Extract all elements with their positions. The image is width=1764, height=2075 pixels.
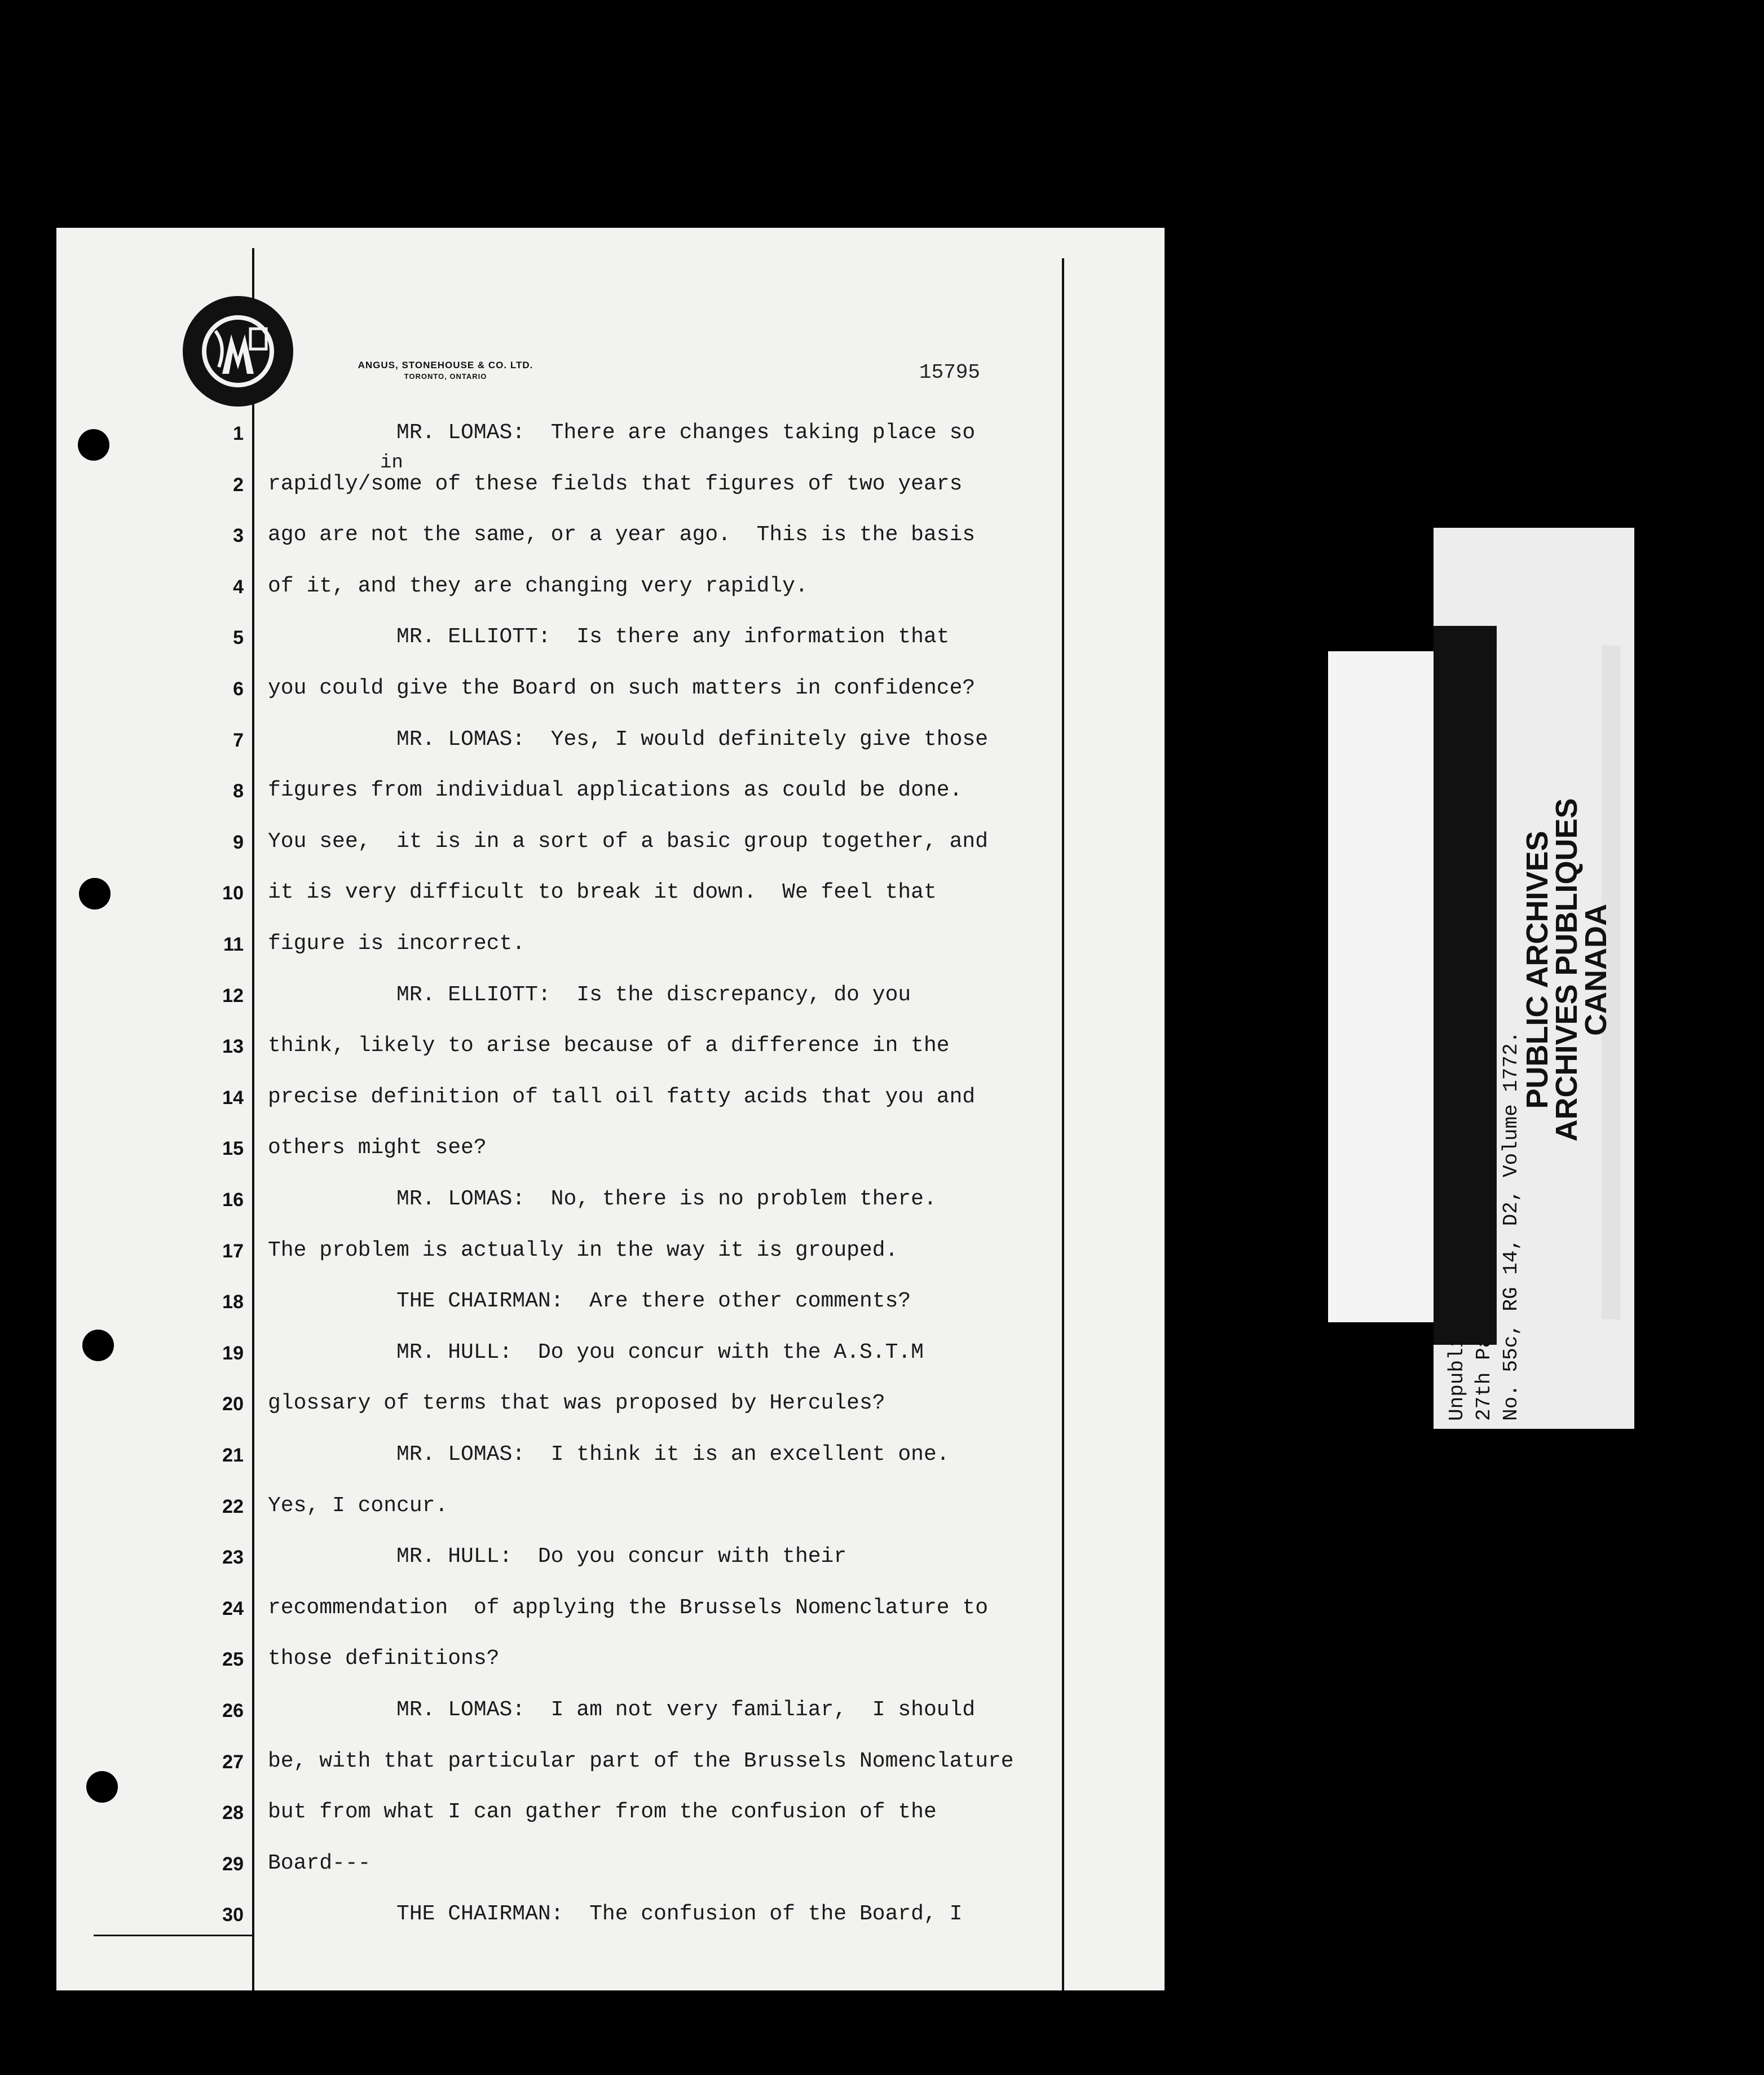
line-text: The problem is actually in the way it is grouped.	[268, 1238, 898, 1262]
transcription-seal-logo	[182, 295, 294, 408]
archive-citation	[1444, 688, 1525, 1421]
line-text: precise definition of tall oil fatty acids that you and	[268, 1085, 976, 1109]
line-text: MR. LOMAS: I think it is an excellent one.	[268, 1442, 950, 1467]
line-number: 12	[222, 985, 244, 1006]
line-text: others might see?	[268, 1136, 487, 1160]
bottom-margin-rule	[94, 1935, 254, 1936]
line-text: think, likely to arise because of a difference in the	[268, 1034, 950, 1058]
line-number: 23	[222, 1547, 244, 1568]
line-number: 18	[222, 1291, 244, 1313]
line-number: 9	[233, 832, 244, 853]
right-margin-rule	[1062, 258, 1064, 1990]
punch-hole	[86, 1771, 118, 1803]
line-text: You see, it is in a sort of a basic group together, and	[268, 829, 989, 854]
punch-hole	[79, 878, 111, 910]
line-text: THE CHAIRMAN: The confusion of the Board, I	[268, 1902, 963, 1926]
line-text: MR. ELLIOTT: Is the discrepancy, do you	[268, 983, 911, 1007]
line-text: but from what I can gather from the confusion of the	[268, 1800, 937, 1824]
line-number: 24	[222, 1598, 244, 1619]
line-number: 8	[233, 780, 244, 802]
archives-stamp	[1520, 772, 1613, 1167]
line-text: figure is incorrect.	[268, 931, 526, 956]
punch-hole	[82, 1330, 114, 1361]
citation-line: No. 55c, RG 14, D2, Volume 1772.	[1500, 1031, 1523, 1421]
line-number: 20	[222, 1393, 244, 1415]
line-number: 4	[233, 576, 244, 598]
company-header	[313, 360, 578, 381]
line-text: MR. HULL: Do you concur with the A.S.T.M	[268, 1340, 924, 1365]
line-text: it is very difficult to break it down. We feel that	[268, 880, 937, 904]
punch-hole	[78, 429, 109, 461]
line-text: of it, and they are changing very rapidly.	[268, 574, 808, 598]
line-text: you could give the Board on such matters in confidence?	[268, 676, 976, 700]
line-text: rapidly/some of these fields that figures of two years	[268, 472, 963, 496]
line-number: 14	[222, 1087, 244, 1109]
line-number: 5	[233, 627, 244, 648]
line-text: MR. LOMAS: No, there is no problem there.	[268, 1187, 937, 1211]
line-text: glossary of terms that was proposed by Hercules?	[268, 1391, 885, 1415]
handwritten-insertion: in	[380, 452, 403, 474]
company-name: ANGUS, STONEHOUSE & CO. LTD.	[358, 360, 533, 370]
page-number: 15795	[919, 361, 981, 384]
line-text: MR. LOMAS: Yes, I would definitely give those	[268, 727, 989, 752]
company-city: TORONTO, ONTARIO	[404, 372, 487, 381]
line-number: 25	[222, 1649, 244, 1670]
line-number: 28	[222, 1802, 244, 1824]
line-number: 13	[222, 1036, 244, 1057]
line-number: 15	[222, 1138, 244, 1159]
line-number: 17	[222, 1240, 244, 1262]
citation-line: 27th Parliament, 18 January 1966 - 8 May 1967,	[1472, 860, 1496, 1421]
line-text: ago are not the same, or a year ago. This is the basis	[268, 523, 976, 547]
line-number: 19	[222, 1343, 244, 1364]
line-text: MR. HULL: Do you concur with their	[268, 1544, 847, 1569]
line-number: 11	[223, 934, 244, 955]
line-text: MR. ELLIOTT: Is there any information that	[268, 625, 950, 649]
line-text: MR. LOMAS: There are changes taking place so	[268, 421, 976, 445]
line-number: 2	[233, 474, 244, 496]
line-text: figures from individual applications as could be done.	[268, 778, 963, 802]
line-number: 22	[222, 1496, 244, 1517]
line-text: those definitions?	[268, 1646, 500, 1671]
line-number: 3	[233, 525, 244, 546]
line-number: 6	[233, 678, 244, 700]
citation-line: Unpublished Sessional Papers, 1st Session of the	[1445, 836, 1468, 1421]
line-text: Board---	[268, 1851, 371, 1875]
line-number: 26	[222, 1700, 244, 1721]
line-number: 16	[222, 1189, 244, 1211]
line-text: be, with that particular part of the Brussels Nomenclature	[268, 1749, 1014, 1773]
line-number: 27	[222, 1751, 244, 1773]
archives-line: PUBLIC ARCHIVES	[1520, 831, 1554, 1109]
left-margin-rule	[252, 248, 254, 1990]
line-number: 7	[233, 730, 244, 751]
line-text: Yes, I concur.	[268, 1494, 448, 1518]
archives-line: CANADA	[1579, 904, 1613, 1036]
line-number: 21	[222, 1445, 244, 1466]
line-text: THE CHAIRMAN: Are there other comments?	[268, 1289, 911, 1313]
line-number: 29	[222, 1853, 244, 1875]
line-number: 30	[222, 1904, 244, 1926]
line-number: 10	[222, 882, 244, 904]
line-number: 1	[233, 423, 244, 444]
line-text: recommendation of applying the Brussels Nomenclature to	[268, 1596, 989, 1620]
line-text: MR. LOMAS: I am not very familiar, I should	[268, 1698, 976, 1722]
archives-line: ARCHIVES PUBLIQUES	[1550, 798, 1584, 1142]
